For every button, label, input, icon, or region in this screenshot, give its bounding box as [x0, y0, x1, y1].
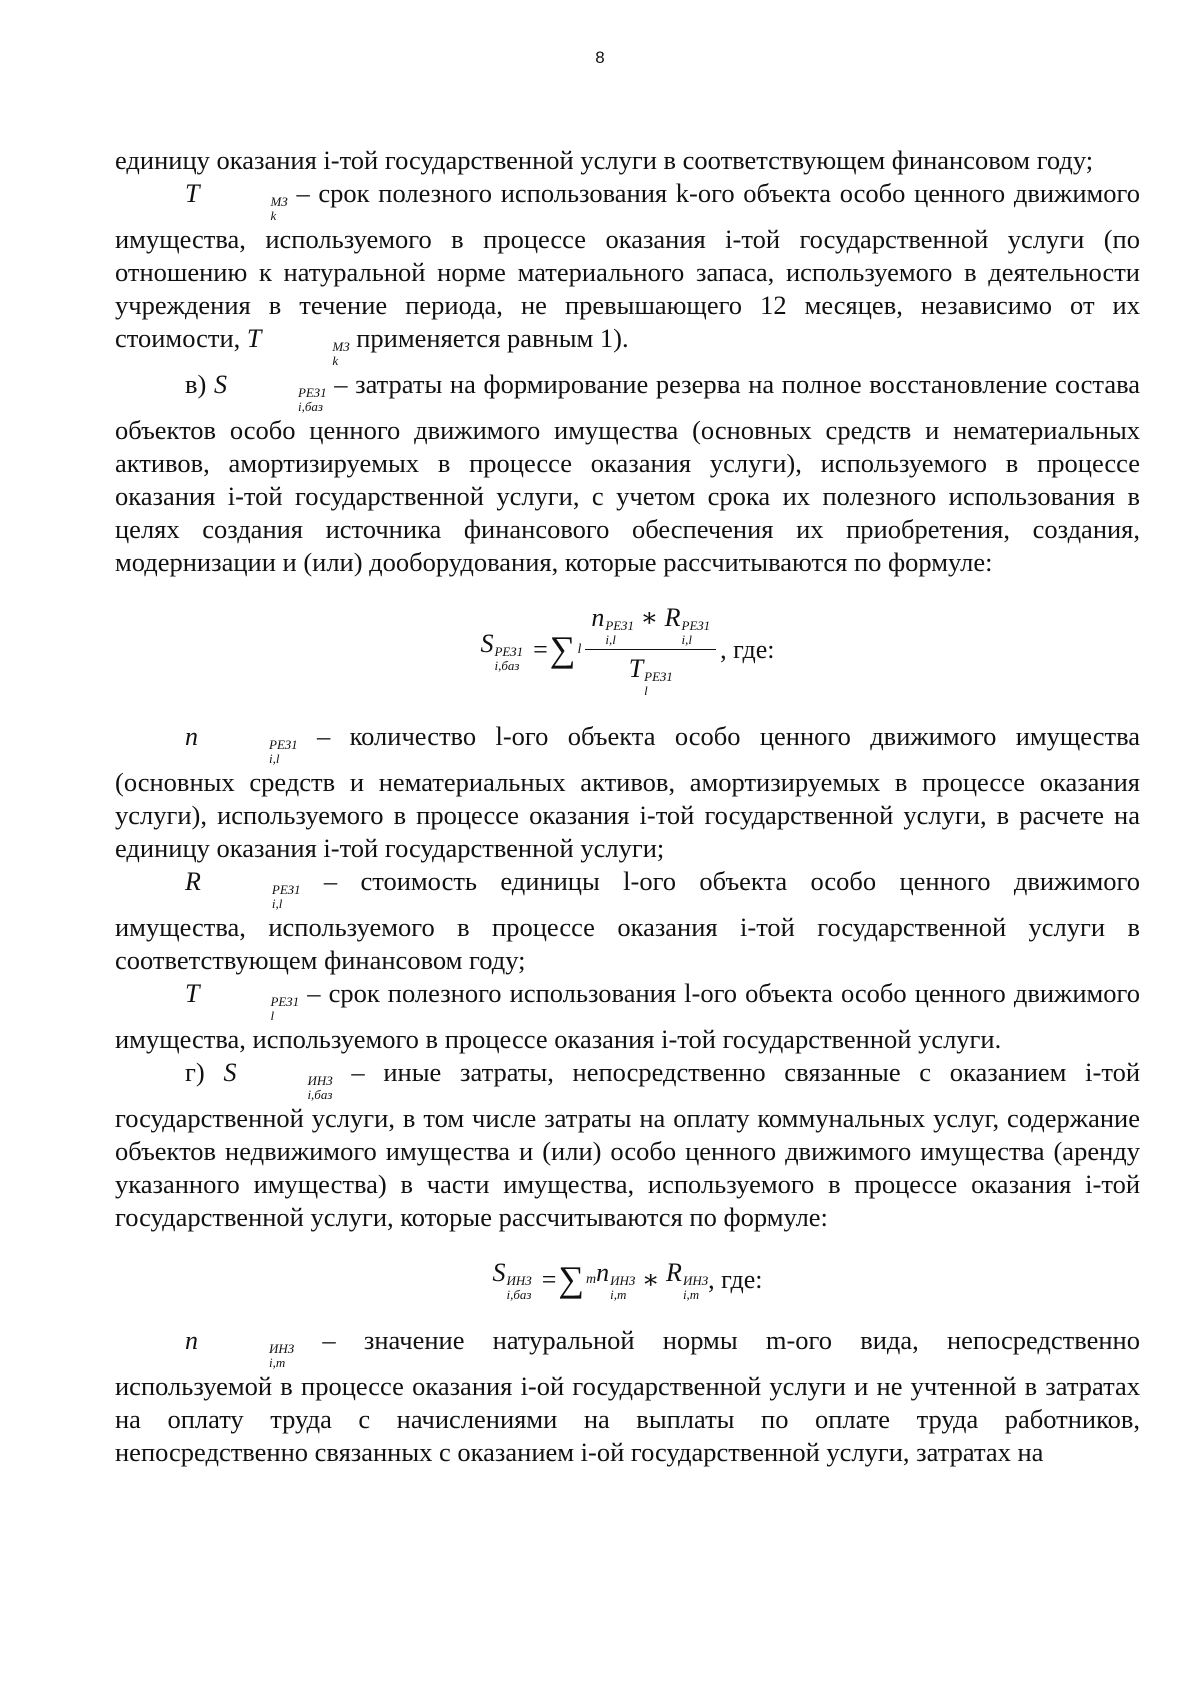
formula-rez: S РЕЗ1 i,баз = ∑ l n РЕЗ1 i,l ∗ R РЕЗ1 i,l T РЕЗ1 l , где:: [480, 603, 775, 698]
paragraph-s-rez: в) S РЕЗ1 i,баз – затраты на формирование резерва на полное восстановление состава объектов особо ценного движимого имущества (основных средств и нематериальных активов, амортизируемых в процессе оказания услуги), используемого в процессе оказания i-той государственной услуги, с учетом срока их полезного использования в целях создания источника финансового обеспечения их приобретения, создания, модернизации и (или) дооборудования, которые рассчитываются по формуле:: [115, 369, 1141, 577]
paragraph-t-rez: T РЕЗ1 l – срок полезного использования l-ого объекта особо ценного движимого имущества, используемого в процессе оказания i-той государственной услуги.: [115, 978, 1140, 1054]
document-body: [115, 144, 1140, 1469]
paragraph-1: единицу оказания i-той государственной услуги в соответствующем финансовом году;: [115, 145, 1094, 175]
page-number: 8: [595, 48, 605, 67]
symbol-tk-mz: T МЗ k: [185, 179, 288, 223]
symbol-tk-mz-inline: T МЗ k: [246, 324, 350, 368]
paragraph-n-inz: n ИНЗ i,m – значение натуральной нормы m-ого вида, непосредственно используемой в процессе оказания i-ой государственной услуги и не учтенной в затратах на оплату труда с начислениями на выплаты по оплате труда работников, непосредственно связанных с оказанием i-ой государственной услуги, затратах на: [115, 1325, 1140, 1467]
formula-inz: S ИНЗ i,баз = ∑ m n ИНЗ i,m ∗ R ИНЗ i,m , где:: [492, 1258, 763, 1302]
paragraph-n-rez: n РЕЗ1 i,l – количество l-ого объекта особо ценного движимого имущества (основных средств и нематериальных активов, амортизируемых в процессе оказания услуги), используемого в процессе оказания i-той государственной услуги, в расчете на единицу оказания i-той государственной услуги;: [115, 721, 1140, 863]
paragraph-tk-mz: T МЗ k – срок полезного использования k-ого объекта особо ценного движимого имущества, используемого в процессе оказания i-той государственной услуги (по отношению к натуральной норме материального запаса, используемого в деятельности учреждения в течение периода, не превышающего 12 месяцев, независимо от их стоимости, T МЗ k применяется равным 1).: [115, 178, 1140, 368]
paragraph-s-inz: г) S ИНЗ i,баз – иные затраты, непосредственно связанные с оказанием i-той государственной услуги, в том числе затраты на оплату коммунальных услуг, содержание объектов недвижимого имущества и (или) особо ценного движимого имущества (аренду указанного имущества) в части имущества, используемого в процессе оказания i-той государственной услуги, которые рассчитываются по формуле:: [115, 1057, 1140, 1232]
paragraph-r-rez: R РЕЗ1 i,l – стоимость единицы l-ого объекта особо ценного движимого имущества, используемого в процессе оказания i-той государственной услуги в соответствующем финансовом году;: [115, 866, 1140, 975]
symbol-s-rez: S РЕЗ1 i,баз: [213, 370, 327, 414]
